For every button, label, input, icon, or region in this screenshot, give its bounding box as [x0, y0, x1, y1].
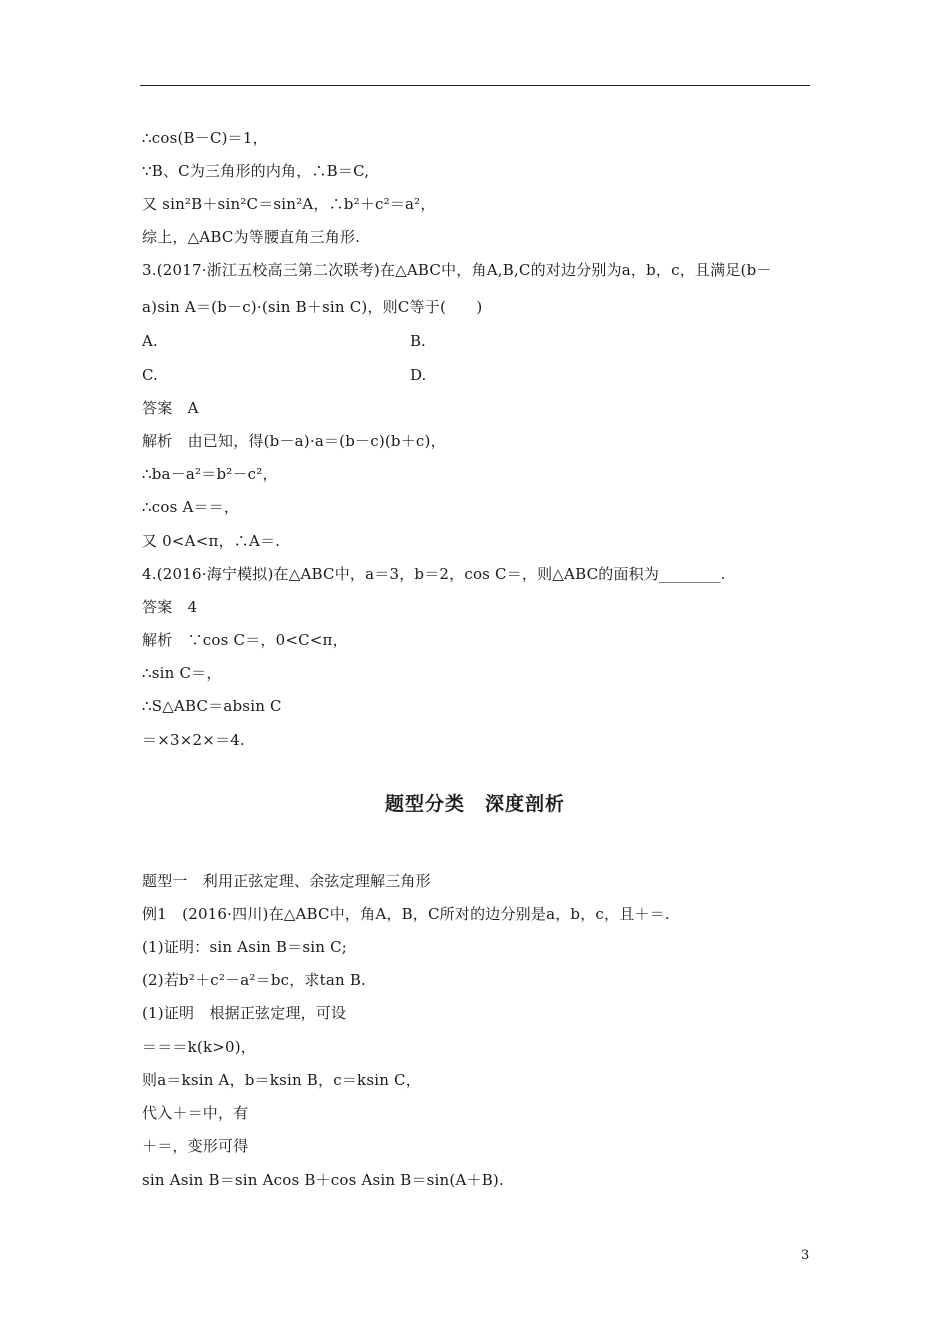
text-line: (1)证明：sin Asin B＝sin C;	[142, 938, 348, 956]
text-line: ∴ba－a²＝b²－c²，	[142, 465, 278, 483]
question-3-line-2: a)sin A＝(b－c)·(sin B＋sin C)，则C等于( )	[142, 298, 483, 316]
question-4-line: 4.(2016·海宁模拟)在△ABC中，a＝3，b＝2，cos C＝，则△ABC的面积为________.	[142, 565, 726, 583]
option-a: A.	[142, 332, 158, 350]
text-line: 代入＋＝中，有	[142, 1104, 249, 1122]
topic-title: 题型一 利用正弦定理、余弦定理解三角形	[142, 872, 431, 890]
example-1-line: 例1 (2016·四川)在△ABC中，角A，B，C所对的边分别是a，b，c，且＋＝.	[142, 905, 670, 923]
text-line: 又 sin²B＋sin²C＝sin²A，∴b²＋c²＝a²，	[142, 195, 436, 213]
proof-line: (1)证明 根据正弦定理，可设	[142, 1004, 347, 1022]
section-heading: 题型分类 深度剖析	[384, 793, 565, 815]
header-rule	[140, 85, 810, 86]
text-line: ＝＝＝k(k>0)，	[142, 1038, 256, 1056]
text-line: sin Asin B＝sin Acos B＋cos Asin B＝sin(A＋B).	[142, 1171, 504, 1189]
question-3-line-1: 3.(2017·浙江五校高三第二次联考)在△ABC中，角A,B,C的对边分别为a，b，c，且满足(b－	[142, 261, 772, 279]
page-number: 3	[801, 1248, 810, 1263]
text-line: ∴S△ABC＝absin C	[142, 697, 282, 715]
option-d: D.	[410, 366, 427, 384]
text-line: ∴sin C＝，	[142, 664, 222, 682]
text-line: 则a＝ksin A，b＝ksin B，c＝ksin C，	[142, 1071, 421, 1089]
text-line: 综上，△ABC为等腰直角三角形.	[142, 228, 361, 246]
answer-line: 答案 A	[142, 399, 199, 417]
analysis-line: 解析 ∵cos C＝，0<C<π，	[142, 631, 348, 649]
text-line: (2)若b²＋c²－a²＝bc，求tan B.	[142, 971, 367, 989]
answer-line: 答案 4	[142, 598, 198, 616]
text-line: ∵B、C为三角形的内角，∴B＝C,	[142, 162, 370, 180]
text-line: ＋＝，变形可得	[142, 1137, 249, 1155]
text-line: ∴cos(B－C)＝1，	[142, 129, 268, 147]
text-line: ＝×3×2×＝4.	[142, 731, 245, 749]
text-line: ∴cos A＝＝，	[142, 498, 240, 516]
analysis-line: 解析 由已知，得(b－a)·a＝(b－c)(b＋c)，	[142, 432, 446, 450]
text-line: 又 0<A<π，∴A＝.	[142, 532, 281, 550]
option-b: B.	[410, 332, 426, 350]
option-c: C.	[142, 366, 158, 384]
